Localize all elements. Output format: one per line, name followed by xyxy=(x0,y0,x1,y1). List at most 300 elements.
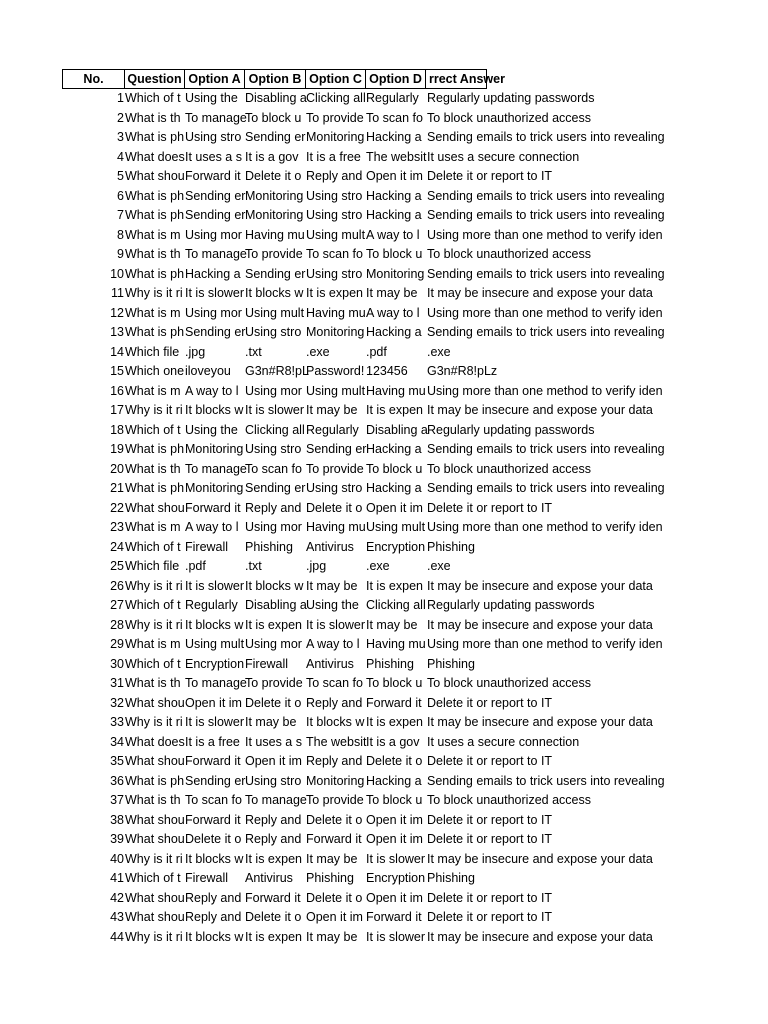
correct-answer-cell: To block unauthorized access xyxy=(427,461,591,476)
option-b-cell: To provide xyxy=(245,676,303,690)
option-a-cell: Sending er xyxy=(185,325,246,339)
table-row xyxy=(0,226,768,246)
option-c-cell: Using the xyxy=(306,598,359,612)
option-b-cell: Sending er xyxy=(245,130,306,144)
option-c-cell: Using stro xyxy=(306,481,363,495)
option-a-cell: Forward it xyxy=(185,500,241,515)
row-number: 29 xyxy=(110,637,124,651)
correct-answer-cell: It may be insecure and expose your data xyxy=(427,715,653,729)
option-d-cell: 123456 xyxy=(366,364,408,378)
question-cell: Why is it ri xyxy=(125,578,183,593)
option-b-cell: It is expen xyxy=(245,617,302,632)
option-d-cell: To block u xyxy=(366,793,423,807)
table-row xyxy=(0,713,768,733)
table-row xyxy=(0,557,768,577)
option-a-cell: Forward it xyxy=(185,754,241,768)
option-d-cell: It may be xyxy=(366,617,418,632)
option-c-cell: Delete it o xyxy=(306,500,363,515)
option-c-cell: To provide xyxy=(306,110,364,125)
option-a-cell: Hacking a xyxy=(185,266,241,281)
question-cell: What is ph xyxy=(125,130,185,144)
option-c-cell: Sending er xyxy=(306,442,367,456)
correct-answer-cell: Delete it or report to IT xyxy=(427,754,553,768)
question-cell: What is m xyxy=(125,637,181,651)
table-row xyxy=(0,206,768,226)
row-number: 38 xyxy=(110,812,124,827)
table-row xyxy=(0,694,768,714)
option-a-cell: Sending er xyxy=(185,208,246,222)
question-cell: What is th xyxy=(125,461,181,476)
option-d-cell: It is a gov xyxy=(366,734,420,749)
question-cell: What does xyxy=(125,734,185,749)
row-number: 41 xyxy=(110,871,124,885)
question-cell: What is m xyxy=(125,227,181,242)
option-d-cell: To block u xyxy=(366,247,423,261)
option-c-cell: Using stro xyxy=(306,208,363,222)
option-d-cell: Open it im xyxy=(366,812,423,827)
option-d-cell: A way to l xyxy=(366,227,420,242)
question-cell: Which of t xyxy=(125,91,181,105)
correct-answer-cell: To block unauthorized access xyxy=(427,247,591,261)
question-cell: Which file xyxy=(125,559,180,573)
question-cell: What is ph xyxy=(125,325,185,339)
option-d-cell: A way to l xyxy=(366,305,420,320)
option-a-cell: Firewall xyxy=(185,871,229,885)
correct-answer-cell: Phishing xyxy=(427,539,475,554)
question-cell: Which of t xyxy=(125,539,181,554)
option-c-cell: Antivirus xyxy=(306,539,354,554)
question-cell: What shou xyxy=(125,910,185,924)
option-b-cell: Using stro xyxy=(245,442,302,456)
correct-answer-cell: Using more than one method to verify iden xyxy=(427,305,663,320)
option-a-cell: Forward it xyxy=(185,169,241,183)
table-row xyxy=(0,830,768,850)
option-b-cell: Disabling a xyxy=(245,91,307,105)
option-d-cell: The websit xyxy=(366,149,427,164)
option-a-cell: Using mor xyxy=(185,305,242,320)
option-d-cell: Using mult xyxy=(366,520,426,534)
option-c-cell: Delete it o xyxy=(306,812,363,827)
option-b-cell: Monitoring xyxy=(245,188,304,203)
row-number: 20 xyxy=(110,461,124,476)
table-row xyxy=(0,343,768,363)
option-b-cell: It uses a s xyxy=(245,734,302,749)
option-c-cell: It may be xyxy=(306,403,358,417)
option-d-cell: Phishing xyxy=(366,656,414,671)
row-number: 36 xyxy=(110,773,124,788)
option-c-cell: Monitoring xyxy=(306,773,365,788)
option-b-cell: Monitoring xyxy=(245,208,304,222)
option-a-cell: Firewall xyxy=(185,539,229,554)
option-b-cell: Reply and xyxy=(245,832,302,846)
correct-answer-cell: Delete it or report to IT xyxy=(427,500,553,515)
option-d-cell: Open it im xyxy=(366,890,423,905)
question-cell: What shou xyxy=(125,500,185,515)
row-number: 3 xyxy=(117,130,124,144)
option-b-cell: Using mor xyxy=(245,637,302,651)
option-b-cell: To manage xyxy=(245,793,307,807)
correct-answer-cell: It uses a secure connection xyxy=(427,734,580,749)
correct-answer-cell: Delete it or report to IT xyxy=(427,695,553,710)
table-row xyxy=(0,109,768,129)
question-cell: What is ph xyxy=(125,208,185,222)
option-d-cell: To block u xyxy=(366,676,423,690)
row-number: 40 xyxy=(110,851,124,866)
row-number: 5 xyxy=(117,169,124,183)
header-option-b: Option B xyxy=(244,69,306,89)
option-b-cell: It is expen xyxy=(245,851,302,866)
option-c-cell: .exe xyxy=(306,344,330,359)
question-cell: What is ph xyxy=(125,188,185,203)
table-row xyxy=(0,440,768,460)
option-a-cell: Open it im xyxy=(185,695,242,710)
option-c-cell: Regularly xyxy=(306,422,359,437)
table-row xyxy=(0,772,768,792)
row-number: 43 xyxy=(110,910,124,924)
option-c-cell: Using mult xyxy=(306,383,366,398)
correct-answer-cell: Sending emails to trick users into revealing xyxy=(427,442,665,456)
row-number: 39 xyxy=(110,832,124,846)
option-a-cell: It blocks w xyxy=(185,851,244,866)
row-number: 17 xyxy=(110,403,124,417)
option-a-cell: Monitoring xyxy=(185,442,244,456)
correct-answer-cell: Sending emails to trick users into revealing xyxy=(427,481,665,495)
option-c-cell: Forward it xyxy=(306,832,362,846)
question-cell: What shou xyxy=(125,832,185,846)
row-number: 31 xyxy=(110,676,124,690)
row-number: 23 xyxy=(110,520,124,534)
option-c-cell: It may be xyxy=(306,929,358,944)
question-cell: What does xyxy=(125,149,185,164)
correct-answer-cell: Sending emails to trick users into revealing xyxy=(427,325,665,339)
row-number: 21 xyxy=(110,481,124,495)
table-row xyxy=(0,655,768,675)
row-number: 14 xyxy=(110,344,124,359)
option-a-cell: To manage xyxy=(185,247,247,261)
option-b-cell: It is expen xyxy=(245,929,302,944)
option-a-cell: It blocks w xyxy=(185,929,244,944)
option-d-cell: It may be xyxy=(366,286,418,300)
option-a-cell: It is slower xyxy=(185,715,245,729)
option-d-cell: Forward it xyxy=(366,695,422,710)
correct-answer-cell: Using more than one method to verify iden xyxy=(427,227,663,242)
row-number: 7 xyxy=(117,208,124,222)
question-cell: What shou xyxy=(125,169,185,183)
option-d-cell: Hacking a xyxy=(366,188,422,203)
correct-answer-cell: To block unauthorized access xyxy=(427,793,591,807)
option-c-cell: To provide xyxy=(306,793,364,807)
question-cell: Why is it ri xyxy=(125,715,183,729)
table-row xyxy=(0,499,768,519)
option-c-cell: It is slower xyxy=(306,617,366,632)
correct-answer-cell: Delete it or report to IT xyxy=(427,910,553,924)
correct-answer-cell: Delete it or report to IT xyxy=(427,169,553,183)
option-a-cell: iloveyou xyxy=(185,364,231,378)
correct-answer-cell: G3n#R8!pLz xyxy=(427,364,498,378)
table-row xyxy=(0,869,768,889)
row-number: 42 xyxy=(110,890,124,905)
table-row xyxy=(0,148,768,168)
option-b-cell: Forward it xyxy=(245,890,301,905)
correct-answer-cell: Regularly updating passwords xyxy=(427,91,595,105)
option-d-cell: .pdf xyxy=(366,344,387,359)
option-d-cell: .exe xyxy=(366,559,390,573)
option-d-cell: Having mu xyxy=(366,383,426,398)
row-number: 44 xyxy=(110,929,124,944)
option-d-cell: It is slower xyxy=(366,851,426,866)
option-b-cell: Using mor xyxy=(245,383,302,398)
option-d-cell: To block u xyxy=(366,461,423,476)
option-d-cell: It is slower xyxy=(366,929,426,944)
correct-answer-cell: Using more than one method to verify iden xyxy=(427,520,663,534)
correct-answer-cell: Sending emails to trick users into revealing xyxy=(427,266,665,281)
option-d-cell: Hacking a xyxy=(366,773,422,788)
table-row xyxy=(0,577,768,597)
table-row xyxy=(0,616,768,636)
option-d-cell: Monitoring xyxy=(366,266,425,281)
correct-answer-cell: Sending emails to trick users into revealing xyxy=(427,208,665,222)
header-question: Question xyxy=(124,69,185,89)
option-a-cell: Reply and xyxy=(185,890,242,905)
option-c-cell: It may be xyxy=(306,578,358,593)
option-b-cell: To provide xyxy=(245,247,303,261)
table-row xyxy=(0,538,768,558)
row-number: 19 xyxy=(110,442,124,456)
table-row xyxy=(0,518,768,538)
row-number: 6 xyxy=(117,188,124,203)
option-b-cell: It is slower xyxy=(245,403,305,417)
option-d-cell: Hacking a xyxy=(366,481,422,495)
option-b-cell: Phishing xyxy=(245,539,293,554)
row-number: 15 xyxy=(110,364,124,378)
table-row xyxy=(0,245,768,265)
option-d-cell: Regularly xyxy=(366,91,419,105)
option-b-cell: To block u xyxy=(245,110,302,125)
option-c-cell: Reply and xyxy=(306,169,363,183)
option-a-cell: It blocks w xyxy=(185,403,244,417)
row-number: 12 xyxy=(110,305,124,320)
option-c-cell: A way to l xyxy=(306,637,360,651)
option-a-cell: It blocks w xyxy=(185,617,244,632)
option-b-cell: Delete it o xyxy=(245,169,302,183)
row-number: 13 xyxy=(110,325,124,339)
option-c-cell: Antivirus xyxy=(306,656,354,671)
option-c-cell: Having mu xyxy=(306,305,366,320)
question-cell: What shou xyxy=(125,754,185,768)
row-number: 37 xyxy=(110,793,124,807)
correct-answer-cell: Delete it or report to IT xyxy=(427,812,553,827)
table-row xyxy=(0,791,768,811)
header-option-d: Option D xyxy=(365,69,426,89)
option-a-cell: Delete it o xyxy=(185,832,242,846)
option-c-cell: .jpg xyxy=(306,559,327,573)
header-no: No. xyxy=(62,69,125,89)
row-number: 9 xyxy=(117,247,124,261)
question-cell: What is m xyxy=(125,305,181,320)
correct-answer-cell: Using more than one method to verify iden xyxy=(427,637,663,651)
option-d-cell: Clicking all xyxy=(366,598,426,612)
option-d-cell: Hacking a xyxy=(366,325,422,339)
question-cell: What shou xyxy=(125,812,185,827)
table-row xyxy=(0,421,768,441)
question-cell: What shou xyxy=(125,890,185,905)
option-a-cell: It is slower xyxy=(185,286,245,300)
option-a-cell: To manage xyxy=(185,110,247,125)
option-a-cell: To scan fo xyxy=(185,793,242,807)
option-b-cell: Disabling a xyxy=(245,598,307,612)
option-b-cell: Delete it o xyxy=(245,910,302,924)
question-cell: What is th xyxy=(125,793,181,807)
row-number: 10 xyxy=(110,266,124,281)
table-row xyxy=(0,89,768,109)
option-b-cell: It blocks w xyxy=(245,578,304,593)
question-cell: Which file xyxy=(125,344,180,359)
question-cell: What shou xyxy=(125,695,185,710)
option-c-cell: Reply and xyxy=(306,695,363,710)
option-c-cell: The websit xyxy=(306,734,367,749)
table-row xyxy=(0,674,768,694)
option-a-cell: Using mor xyxy=(185,227,242,242)
row-number: 34 xyxy=(110,734,124,749)
option-c-cell: Delete it o xyxy=(306,890,363,905)
option-a-cell: Regularly xyxy=(185,598,238,612)
option-a-cell: Sending er xyxy=(185,188,246,203)
option-b-cell: Using stro xyxy=(245,773,302,788)
option-d-cell: Encryption xyxy=(366,539,426,554)
correct-answer-cell: Using more than one method to verify iden xyxy=(427,383,663,398)
option-d-cell: Hacking a xyxy=(366,442,422,456)
option-d-cell: Encryption xyxy=(366,871,426,885)
option-d-cell: Open it im xyxy=(366,500,423,515)
option-b-cell: It blocks w xyxy=(245,286,304,300)
option-c-cell: It may be xyxy=(306,851,358,866)
correct-answer-cell: It may be insecure and expose your data xyxy=(427,617,653,632)
option-a-cell: Monitoring xyxy=(185,481,244,495)
option-d-cell: Having mu xyxy=(366,637,426,651)
question-cell: Which one xyxy=(125,364,185,378)
option-b-cell: Clicking all xyxy=(245,422,305,437)
question-cell: What is ph xyxy=(125,266,185,281)
question-cell: Why is it ri xyxy=(125,286,183,300)
option-b-cell: Antivirus xyxy=(245,871,293,885)
row-number: 16 xyxy=(110,383,124,398)
table-row xyxy=(0,850,768,870)
correct-answer-cell: Regularly updating passwords xyxy=(427,598,595,612)
question-cell: What is th xyxy=(125,676,181,690)
correct-answer-cell: Phishing xyxy=(427,871,475,885)
question-cell: What is ph xyxy=(125,481,185,495)
table-row xyxy=(0,479,768,499)
option-a-cell: Using the xyxy=(185,422,238,437)
row-number: 1 xyxy=(117,91,124,105)
row-number: 28 xyxy=(110,617,124,632)
question-cell: Why is it ri xyxy=(125,617,183,632)
option-c-cell: It is a free xyxy=(306,149,361,164)
option-d-cell: Hacking a xyxy=(366,130,422,144)
correct-answer-cell: It may be insecure and expose your data xyxy=(427,286,653,300)
question-cell: What is m xyxy=(125,383,181,398)
question-cell: Which of t xyxy=(125,871,181,885)
option-b-cell: Using mor xyxy=(245,520,302,534)
question-cell: What is ph xyxy=(125,442,185,456)
option-a-cell: It is slower xyxy=(185,578,245,593)
table-row xyxy=(0,284,768,304)
option-b-cell: G3n#R8!pL xyxy=(245,364,309,378)
table-row xyxy=(0,382,768,402)
correct-answer-cell: Sending emails to trick users into revealing xyxy=(427,130,665,144)
option-b-cell: To scan fo xyxy=(245,461,302,476)
row-number: 22 xyxy=(110,500,124,515)
table-row xyxy=(0,596,768,616)
row-number: 8 xyxy=(117,227,124,242)
correct-answer-cell: To block unauthorized access xyxy=(427,676,591,690)
option-a-cell: Using the xyxy=(185,91,238,105)
option-a-cell: .pdf xyxy=(185,559,206,573)
correct-answer-cell: It may be insecure and expose your data xyxy=(427,929,653,944)
option-b-cell: It may be xyxy=(245,715,297,729)
correct-answer-cell: It may be insecure and expose your data xyxy=(427,851,653,866)
table-row xyxy=(0,928,768,948)
option-c-cell: To scan fo xyxy=(306,676,363,690)
option-b-cell: Firewall xyxy=(245,656,289,671)
table-row xyxy=(0,401,768,421)
table-row xyxy=(0,752,768,772)
option-b-cell: Having mu xyxy=(245,227,305,242)
option-b-cell: Sending er xyxy=(245,266,306,281)
option-d-cell: Open it im xyxy=(366,169,423,183)
option-a-cell: Encryption xyxy=(185,656,245,671)
option-a-cell: To manage xyxy=(185,461,247,476)
row-number: 2 xyxy=(117,110,124,125)
option-a-cell: It is a free xyxy=(185,734,240,749)
option-c-cell: Clicking all xyxy=(306,91,366,105)
option-a-cell: Reply and xyxy=(185,910,242,924)
correct-answer-cell: To block unauthorized access xyxy=(427,110,591,125)
question-cell: Why is it ri xyxy=(125,403,183,417)
correct-answer-cell: It uses a secure connection xyxy=(427,149,580,164)
option-d-cell: Open it im xyxy=(366,832,423,846)
option-a-cell: .jpg xyxy=(185,344,206,359)
option-c-cell: To provide xyxy=(306,461,364,476)
option-c-cell: Using stro xyxy=(306,188,363,203)
table-row xyxy=(0,128,768,148)
correct-answer-cell: Sending emails to trick users into revealing xyxy=(427,188,665,203)
question-cell: Why is it ri xyxy=(125,851,183,866)
row-number: 32 xyxy=(110,695,124,710)
option-d-cell: It is expen xyxy=(366,403,423,417)
correct-answer-cell: Regularly updating passwords xyxy=(427,422,595,437)
row-number: 25 xyxy=(110,559,124,573)
table-row xyxy=(0,635,768,655)
option-b-cell: .txt xyxy=(245,344,262,359)
correct-answer-cell: .exe xyxy=(427,344,451,359)
correct-answer-cell: Delete it or report to IT xyxy=(427,832,553,846)
question-cell: Why is it ri xyxy=(125,929,183,944)
table-row xyxy=(0,362,768,382)
option-b-cell: Reply and xyxy=(245,500,302,515)
option-a-cell: Using stro xyxy=(185,130,242,144)
option-c-cell: Reply and xyxy=(306,754,363,768)
row-number: 33 xyxy=(110,715,124,729)
option-b-cell: Open it im xyxy=(245,754,302,768)
option-a-cell: A way to l xyxy=(185,520,239,534)
option-a-cell: Forward it xyxy=(185,812,241,827)
row-number: 26 xyxy=(110,578,124,593)
option-c-cell: To scan fo xyxy=(306,247,363,261)
correct-answer-cell: It may be insecure and expose your data xyxy=(427,578,653,593)
question-cell: What is th xyxy=(125,247,181,261)
option-c-cell: Having mu xyxy=(306,520,366,534)
